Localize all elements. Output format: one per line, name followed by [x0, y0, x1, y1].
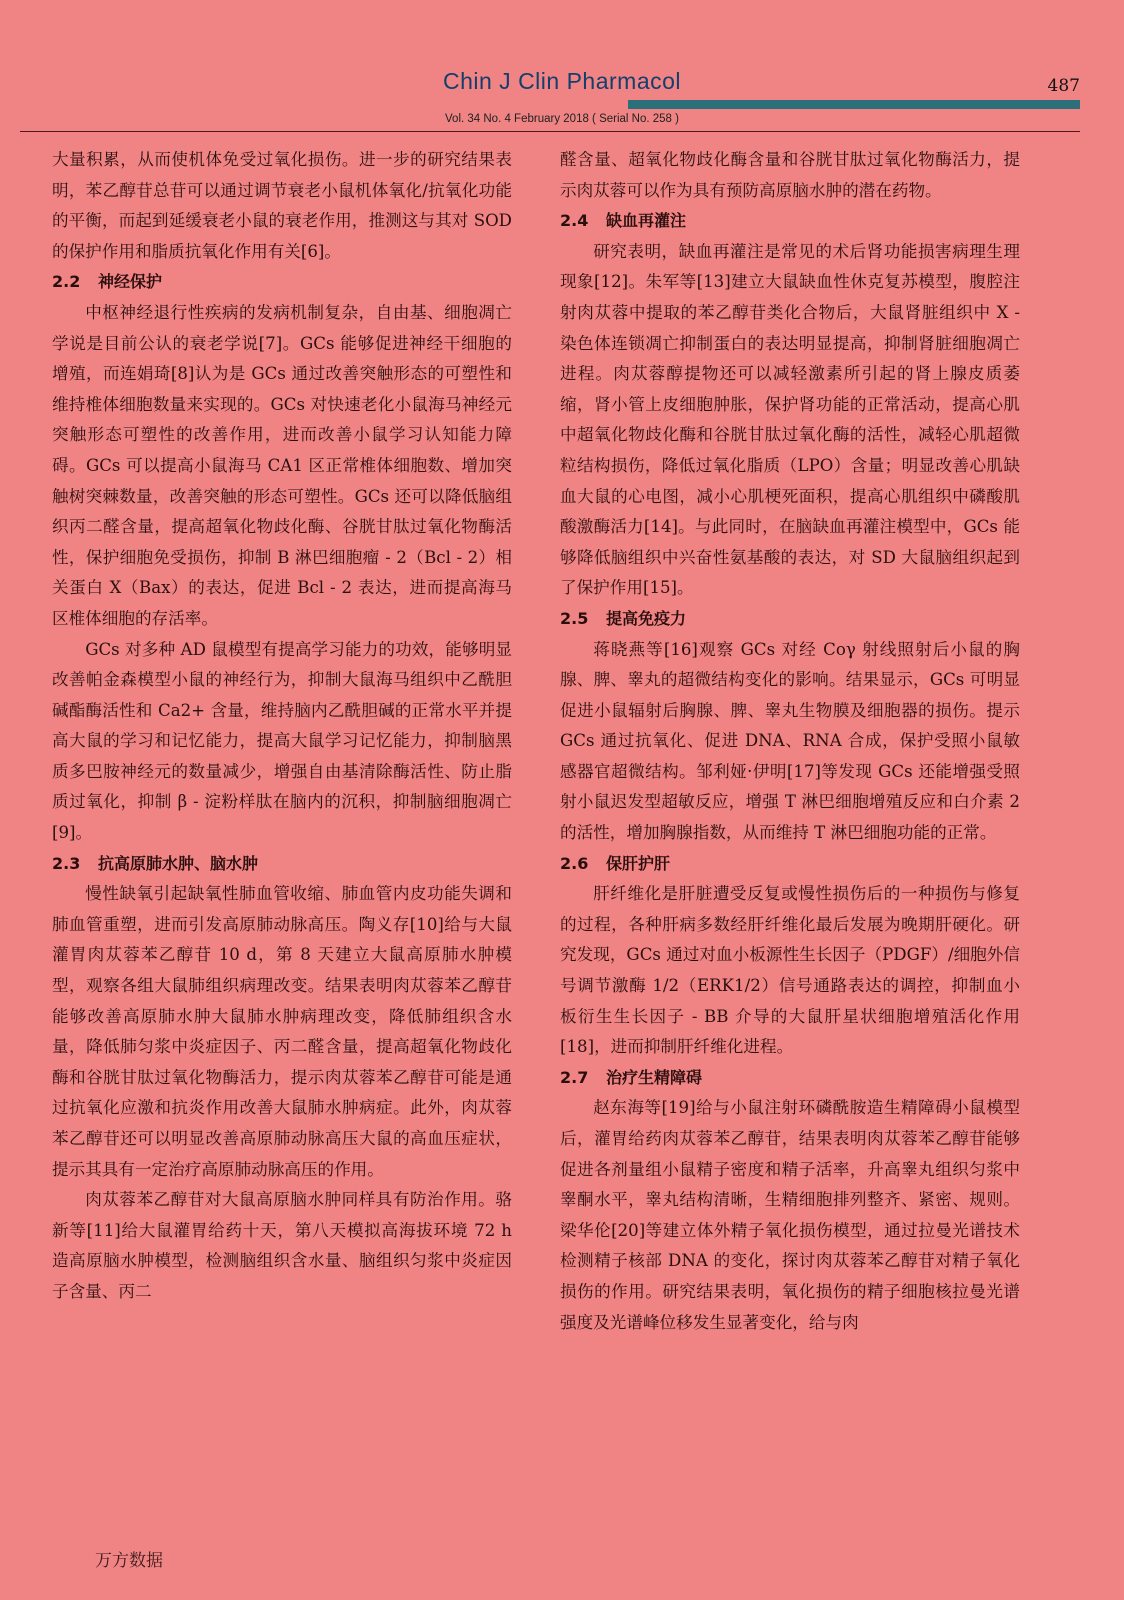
section-heading — [560, 604, 1020, 635]
paragraph: 肝纤维化是肝脏遭受反复或慢性损伤后的一种损伤与修复的过程，各种肝病多数经肝纤维化最后发展为晚期肝硬化。研究发现，GCs 通过对血小板源性生长因子（PDGF）/细胞外信号调节激酶 1/2（ERK1/2）信号通路表达的调控，抑制血小板衍生生长因子 - BB 介导的大鼠肝星状细胞增殖活化作用[18]，进而抑制肝纤维化进程。 — [560, 884, 1020, 1057]
section-title: 提高免疫力 — [606, 608, 687, 628]
section-number: 2.3 — [52, 853, 81, 873]
section-number: 2.5 — [560, 608, 589, 628]
paragraph: 研究表明，缺血再灌注是常见的术后肾功能损害病理生理现象[12]。朱军等[13]建立大鼠缺血性休克复苏模型，腹腔注射肉苁蓉中提取的苯乙醇苷类化合物后，大鼠肾脏组织中 X - 染色体连锁凋亡抑制蛋白的表达明显提高，抑制肾脏细胞凋亡进程。肉苁蓉醇提物还可以减轻激素所引起的肾上腺皮质萎缩，肾小管上皮细胞肿胀，保护肾功能的正常活动，提高心肌中超氧化物歧化酶和谷胱甘肽过氧化酶的活性，减轻心肌超微粒结构损伤，降低过氧化脂质（LPO）含量；明显改善心肌缺血大鼠的心电图，减小心肌梗死面积，提高心肌组织中磷酸肌酸激酶活力[14]。与此同时，在脑缺血再灌注模型中，GCs 能够降低脑组织中兴奋性氨基酸的表达，对 SD 大鼠脑组织起到了保护作用[15]。 — [560, 241, 1020, 598]
issue-info: Vol. 34 No. 4 February 2018 ( Serial No. 258 ) — [445, 113, 679, 125]
section-heading — [560, 206, 1020, 237]
section-title: 缺血再灌注 — [606, 211, 687, 231]
page-number: 487 — [1047, 76, 1080, 96]
section-heading — [560, 1063, 1020, 1094]
paragraph: 大量积累，从而使机体免受过氧化损伤。进一步的研究结果表明，苯乙醇苷总苷可以通过调节衰老小鼠机体氧化/抗氧化功能的平衡，而起到延缓衰老小鼠的衰老作用，推测这与其对 SOD 的保护作用和脂质抗氧化作用有关[6]。 — [52, 150, 512, 261]
paragraph: 赵东海等[19]给与小鼠注射环磷酰胺造生精障碍小鼠模型后，灌胃给药肉苁蓉苯乙醇苷，结果表明肉苁蓉苯乙醇苷能够促进各剂量组小鼠精子密度和精子活率，升高睾丸组织匀浆中睾酮水平，睾丸结构清晰，生精细胞排列整齐、紧密、规则。梁华伦[20]等建立体外精子氧化损伤模型，通过拉曼光谱技术检测精子核部 DNA 的变化，探讨肉苁蓉苯乙醇苷对精子氧化损伤的作用。研究结果表明，氧化损伤的精子细胞核拉曼光谱强度及光谱峰位移发生显著变化，给与肉 — [560, 1098, 1020, 1332]
section-number: 2.6 — [560, 853, 589, 873]
section-title: 治疗生精障碍 — [606, 1067, 703, 1087]
header-rule-thick — [628, 100, 1080, 109]
footer-watermark: 万方数据 — [95, 1551, 163, 1571]
paragraph: 中枢神经退行性疾病的发病机制复杂，自由基、细胞凋亡学说是目前公认的衰老学说[7]。GCs 能够促进神经干细胞的增殖，而连娟琦[8]认为是 GCs 通过改善突触形态的可塑性和维持椎体细胞数量来实现的。GCs 对快速老化小鼠海马神经元突触形态可塑性的改善作用，进而改善小鼠学习认知能力障碍。GCs 可以提高小鼠海马 CA1 区正常椎体细胞数、增加突触树突棘数量，改善突触的形态可塑性。GCs 还可以降低脑组织丙二醛含量，提高超氧化物歧化酶、谷胱甘肽过氧化物酶活性，保护细胞免受损伤，抑制 B 淋巴细胞瘤 - 2（Bcl - 2）相关蛋白 X（Bax）的表达，促进 Bcl - 2 表达，进而提高海马区椎体细胞的存活率。 — [52, 302, 512, 628]
journal-title: Chin J Clin Pharmacol — [442, 68, 682, 94]
section-number: 2.4 — [560, 211, 589, 231]
section-number: 2.2 — [52, 272, 81, 292]
section-title: 保肝护肝 — [606, 853, 671, 873]
paragraph: 醛含量、超氧化物歧化酶含量和谷胱甘肽过氧化物酶活力，提示肉苁蓉可以作为具有预防高原脑水肿的潜在药物。 — [560, 150, 1020, 200]
section-heading — [52, 849, 512, 880]
section-title: 抗高原肺水肿、脑水肿 — [98, 853, 259, 873]
paragraph: 慢性缺氧引起缺氧性肺血管收缩、肺血管内皮功能失调和肺血管重塑，进而引发高原肺动脉高压。陶义存[10]给与大鼠灌胃肉苁蓉苯乙醇苷 10 d，第 8 天建立大鼠高原肺水肿模型，观察各组大鼠肺组织病理改变。结果表明肉苁蓉苯乙醇苷能够改善高原肺水肿大鼠肺水肿病理改变，降低肺组织含水量，降低肺匀浆中炎症因子、丙二醛含量，提高超氧化物歧化酶和谷胱甘肽过氧化物酶活力，提示肉苁蓉苯乙醇苷可能是通过抗氧化应激和抗炎作用改善大鼠肺水肿病症。此外，肉苁蓉苯乙醇苷还可以明显改善高原肺动脉高压大鼠的高血压症状，提示其具有一定治疗高原肺动脉高压的作用。 — [52, 884, 512, 1179]
paragraph: GCs 对多种 AD 鼠模型有提高学习能力的功效，能够明显改善帕金森模型小鼠的神经行为，抑制大鼠海马组织中乙酰胆碱酯酶活性和 Ca2+ 含量，维持脑内乙酰胆碱的正常水平并提高大鼠的学习和记忆能力，提高大鼠学习记忆能力，抑制脑黑质多巴胺神经元的数量减少，增强自由基清除酶活性、防止脂质过氧化，抑制 β - 淀粉样肽在脑内的沉积，抑制脑细胞凋亡[9]。 — [52, 639, 512, 843]
section-heading — [52, 267, 512, 298]
section-title: 神经保护 — [98, 272, 163, 292]
paragraph: 肉苁蓉苯乙醇苷对大鼠高原脑水肿同样具有防治作用。骆新等[11]给大鼠灌胃给药十天，第八天模拟高海拔环境 72 h 造高原脑水肿模型，检测脑组织含水量、脑组织匀浆中炎症因子含量、丙二 — [52, 1190, 512, 1301]
paragraph: 蒋晓燕等[16]观察 GCs 对经 Coγ 射线照射后小鼠的胸腺、脾、睾丸的超微结构变化的影响。结果显示，GCs 可明显促进小鼠辐射后胸腺、脾、睾丸生物膜及细胞器的损伤。提示 GCs 通过抗氧化、促进 DNA、RNA 合成，保护受照小鼠敏感器官超微结构。邹利娅·伊明[17]等发现 GCs 还能增强受照射小鼠迟发型超敏反应，增强 T 淋巴细胞增殖反应和白介素 2 的活性，增加胸腺指数，从而维持 T 淋巴细胞功能的正常。 — [560, 639, 1020, 843]
right-column — [560, 145, 1020, 1338]
left-column — [52, 145, 512, 1308]
section-number: 2.7 — [560, 1067, 589, 1087]
section-heading — [560, 849, 1020, 880]
header-rule-thin — [20, 131, 1080, 132]
